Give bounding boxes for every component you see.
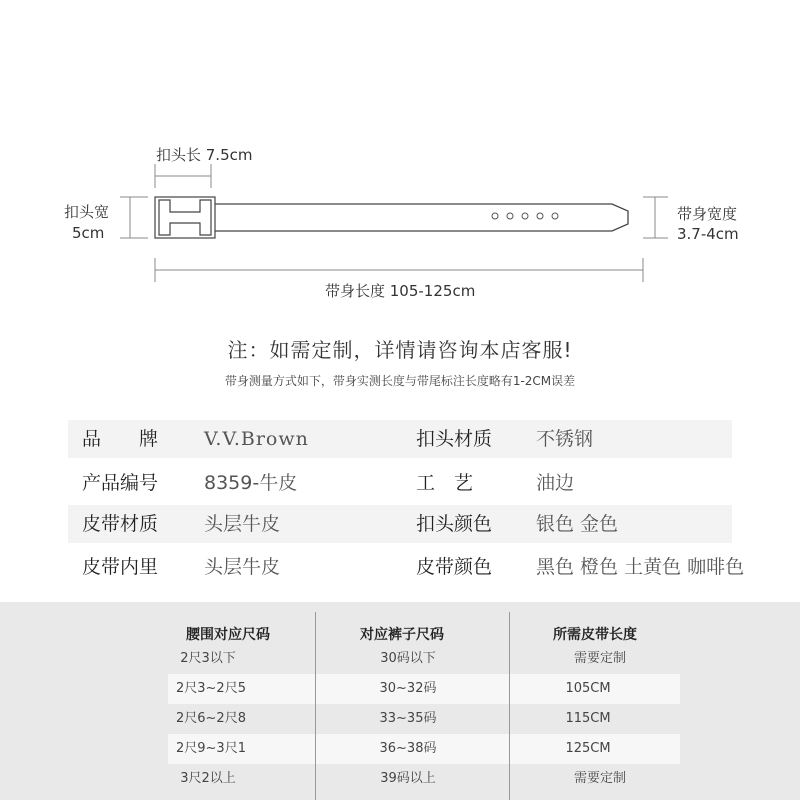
- belt-hole: [552, 213, 558, 219]
- buckle-width-label-line1: 扣头宽: [64, 203, 110, 221]
- strap-width-label-line2: 3.7-4cm: [677, 225, 739, 243]
- spec-value-buckle-color: 银色 金色: [536, 513, 619, 535]
- spec-label-product-code: 产品编号: [82, 472, 159, 494]
- size-cell-pants: 36~38码: [379, 741, 437, 756]
- size-row: [168, 674, 680, 704]
- spec-row: [68, 548, 745, 586]
- spec-value-craft: 油边: [536, 472, 575, 494]
- spec-label-buckle-color: 扣头颜色: [416, 513, 493, 535]
- size-cell-pants: 30码以下: [380, 651, 436, 666]
- size-cell-waist: 2尺3~2尺5: [176, 681, 246, 696]
- size-cell-waist: 2尺9~3尺1: [176, 741, 246, 756]
- spec-label-buckle-material: 扣头材质: [416, 428, 493, 450]
- size-header-waist: 腰围对应尺码: [186, 627, 270, 643]
- buckle-length-label: 扣头长 7.5cm: [156, 146, 253, 164]
- size-cell-length: 105CM: [565, 681, 611, 696]
- spec-value-buckle-material: 不锈钢: [536, 428, 594, 450]
- size-cell-length: 需要定制: [573, 771, 626, 786]
- spec-label-belt-material: 皮带材质: [82, 513, 159, 535]
- size-table-divider: [509, 612, 510, 800]
- strap-length-label: 带身长度 105-125cm: [325, 282, 476, 300]
- strap-width-label-line1: 带身宽度: [677, 205, 738, 223]
- belt-hole: [507, 213, 513, 219]
- spec-row: [68, 420, 732, 458]
- spec-value-belt-color: 黑色 橙色 土黄色 咖啡色: [536, 556, 745, 578]
- belt-hole: [492, 213, 498, 219]
- spec-value-belt-lining: 头层牛皮: [204, 556, 281, 578]
- size-cell-waist: 3尺2以上: [180, 771, 236, 786]
- spec-row: [68, 464, 732, 502]
- belt-diagram: [0, 0, 800, 310]
- size-cell-pants: 33~35码: [379, 711, 437, 726]
- belt-hole: [522, 213, 528, 219]
- custom-order-note: 注：如需定制，详情请咨询本店客服!: [227, 338, 573, 362]
- buckle-width-label-line2: 5cm: [72, 224, 105, 242]
- size-cell-length: 需要定制: [573, 651, 626, 666]
- size-cell-pants: 30~32码: [379, 681, 437, 696]
- size-header-length: 所需皮带长度: [553, 627, 637, 643]
- size-cell-waist: 2尺6~2尺8: [176, 711, 246, 726]
- size-table: [0, 602, 800, 800]
- spec-label-brand: 品 牌: [82, 428, 159, 450]
- size-table-divider: [315, 612, 316, 800]
- spec-label-belt-lining: 皮带内里: [82, 556, 159, 578]
- belt-strap-outline: [211, 204, 628, 231]
- spec-value-product-code: 8359-牛皮: [204, 472, 298, 494]
- measurement-note: 带身测量方式如下，带身实测长度与带尾标注长度略有1-2CM误差: [224, 374, 576, 388]
- size-cell-length: 115CM: [565, 711, 611, 726]
- size-row: [168, 734, 680, 764]
- size-row: [168, 764, 680, 794]
- size-row: [168, 644, 680, 674]
- size-header-pants: 对应裤子尺码: [360, 627, 444, 643]
- spec-row: [68, 505, 732, 543]
- size-row: [168, 704, 680, 734]
- spec-value-belt-material: 头层牛皮: [204, 513, 281, 535]
- spec-label-belt-color: 皮带颜色: [416, 556, 493, 578]
- h-buckle-icon: [155, 197, 215, 238]
- belt-hole: [537, 213, 543, 219]
- spec-value-brand: V.V.Brown: [204, 428, 309, 450]
- spec-label-craft: 工 艺: [416, 472, 474, 494]
- size-cell-length: 125CM: [565, 741, 611, 756]
- size-cell-waist: 2尺3以下: [180, 651, 236, 666]
- size-cell-pants: 39码以上: [380, 771, 436, 786]
